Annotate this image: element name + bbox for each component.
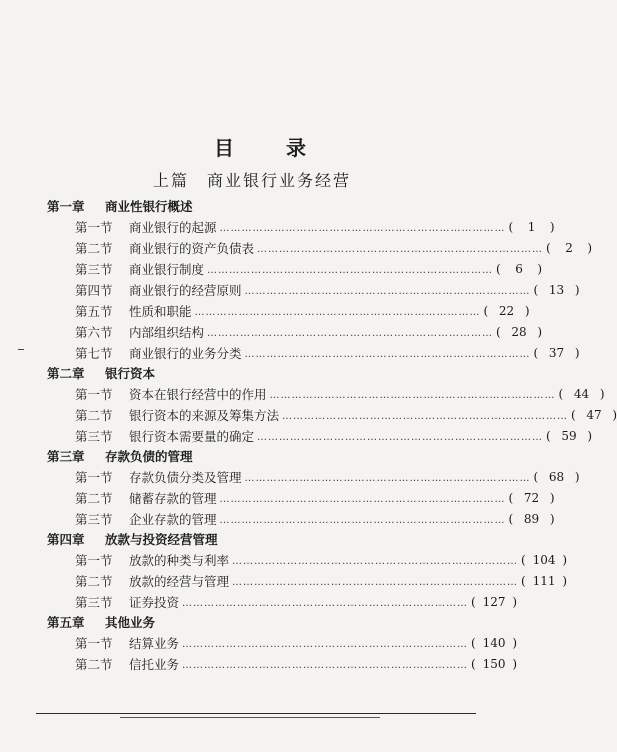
section-number: 第三节 — [75, 594, 113, 610]
section-number: 第一节 — [75, 635, 113, 651]
chapter-title: 放款与投资经营管理 — [105, 532, 218, 547]
section-number: 第一节 — [75, 469, 113, 485]
section-title: 商业银行的起源 — [129, 219, 217, 235]
paren-open: ( — [546, 240, 551, 255]
section-title: 存款负债分类及管理 — [129, 469, 242, 485]
page-reference — [546, 241, 592, 255]
chapter-number: 第一章 — [47, 199, 85, 214]
toc-entry[interactable] — [47, 487, 555, 508]
section-number: 第三节 — [75, 511, 113, 527]
dot-leader: …………………………………………………………………… — [257, 244, 544, 255]
page-title: 目 录 — [214, 136, 322, 160]
section-title: 结算业务 — [129, 635, 180, 651]
paren-close: ) — [512, 594, 518, 609]
page-number: 59 — [561, 428, 577, 443]
section-number: 第一节 — [75, 219, 113, 235]
page-number: 47 — [586, 407, 602, 422]
toc-entry[interactable] — [47, 508, 555, 529]
chapter-title: 银行资本 — [105, 366, 156, 381]
page-reference — [521, 574, 567, 588]
paren-close: ) — [562, 573, 568, 588]
page-number: 37 — [548, 345, 565, 360]
section-title: 储蓄存款的管理 — [129, 490, 217, 506]
page-reference — [471, 595, 517, 609]
section-number: 第三节 — [75, 261, 113, 277]
page-reference — [509, 220, 555, 234]
paren-open: ( — [533, 345, 539, 360]
toc-entry[interactable] — [47, 570, 568, 591]
section-title: 证券投资 — [129, 594, 180, 610]
section-title: 信托业务 — [129, 656, 180, 672]
dot-leader: …………………………………………………………………… — [232, 556, 519, 567]
page-reference — [521, 553, 567, 567]
page-number: 127 — [482, 594, 506, 609]
page-reference — [484, 304, 530, 318]
page-number: 111 — [532, 573, 556, 588]
section-title: 商业银行的业务分类 — [129, 345, 242, 361]
bottom-rule — [36, 713, 476, 714]
chapter-title: 商业性银行概述 — [105, 199, 193, 214]
paren-open: ( — [471, 594, 476, 609]
section-number: 第二节 — [75, 573, 113, 589]
section-title: 放款的经营与管理 — [129, 573, 230, 589]
toc-entry[interactable] — [47, 258, 543, 279]
dot-leader: …………………………………………………………………… — [244, 349, 531, 360]
section-number: 第五节 — [75, 303, 113, 319]
section-title: 银行资本的来源及筹集方法 — [129, 407, 280, 423]
toc-entry[interactable] — [47, 466, 580, 487]
paren-close: ) — [574, 469, 580, 484]
toc-entry[interactable] — [47, 216, 555, 237]
toc-entry[interactable] — [47, 632, 518, 653]
page-number: 44 — [573, 386, 590, 401]
paren-close: ) — [549, 490, 555, 505]
paren-open: ( — [533, 469, 539, 484]
bottom-rule-secondary — [120, 717, 380, 718]
page-reference — [534, 470, 580, 484]
paren-close: ) — [549, 511, 555, 526]
dot-leader: …………………………………………………………………… — [182, 598, 469, 609]
chapter-heading — [47, 196, 427, 216]
dot-leader: …………………………………………………………………… — [182, 639, 469, 650]
page-number: 6 — [515, 261, 523, 276]
section-number: 第二节 — [75, 656, 113, 672]
paren-close: ) — [574, 345, 580, 360]
section-title: 商业银行的资产负债表 — [129, 240, 255, 256]
dot-leader: …………………………………………………………………… — [244, 286, 531, 297]
part-heading: 上篇 商业银行业务经营 — [152, 171, 351, 190]
toc-entry[interactable] — [47, 279, 580, 300]
paren-close: ) — [587, 428, 593, 443]
page-reference — [509, 491, 555, 505]
paren-close: ) — [537, 324, 543, 339]
toc-entry[interactable] — [47, 321, 543, 342]
dot-leader: …………………………………………………………………… — [194, 307, 481, 318]
chapter-title: 存款负债的管理 — [105, 449, 193, 464]
paren-open: ( — [496, 261, 501, 276]
page-number: 28 — [511, 324, 527, 339]
paren-open: ( — [508, 219, 514, 234]
chapter-number: 第四章 — [47, 532, 85, 547]
margin-mark — [18, 349, 24, 350]
paren-close: ) — [587, 240, 593, 255]
section-title: 内部组织结构 — [129, 324, 205, 340]
paren-open: ( — [471, 635, 476, 650]
page-reference — [471, 636, 517, 650]
page-number: 22 — [498, 303, 515, 318]
dot-leader: …………………………………………………………………… — [219, 223, 506, 234]
dot-leader: …………………………………………………………………… — [232, 577, 519, 588]
paren-open: ( — [508, 490, 514, 505]
chapter-title: 其他业务 — [105, 615, 156, 630]
page-reference — [496, 262, 542, 276]
paren-open: ( — [521, 552, 526, 567]
paren-close: ) — [562, 552, 568, 567]
section-number: 第三节 — [75, 428, 113, 444]
dot-leader: …………………………………………………………………… — [282, 411, 569, 422]
dot-leader: …………………………………………………………………… — [207, 265, 494, 276]
paren-close: ) — [512, 656, 518, 671]
paren-close: ) — [524, 303, 530, 318]
toc-entry[interactable] — [47, 300, 530, 321]
page-reference — [559, 387, 605, 401]
dot-leader: …………………………………………………………………… — [244, 473, 531, 484]
dot-leader: …………………………………………………………………… — [219, 515, 506, 526]
dot-leader: …………………………………………………………………… — [182, 660, 469, 671]
dot-leader: …………………………………………………………………… — [269, 390, 556, 401]
toc-entry[interactable] — [47, 549, 568, 570]
page-reference — [571, 408, 617, 422]
section-number: 第六节 — [75, 324, 113, 340]
page-number: 72 — [523, 490, 540, 505]
chapter-heading — [47, 446, 427, 466]
page-number: 68 — [548, 469, 565, 484]
page-reference — [534, 346, 580, 360]
dot-leader: …………………………………………………………………… — [219, 494, 506, 505]
paren-open: ( — [546, 428, 551, 443]
paren-close: ) — [612, 407, 617, 422]
page-number: 2 — [565, 240, 573, 255]
paren-close: ) — [512, 635, 518, 650]
chapter-number: 第五章 — [47, 615, 85, 630]
toc-entry[interactable] — [47, 653, 518, 674]
paren-open: ( — [521, 573, 526, 588]
paren-open: ( — [571, 407, 576, 422]
paren-open: ( — [558, 386, 564, 401]
section-number: 第二节 — [75, 490, 113, 506]
toc-entry[interactable] — [47, 342, 580, 363]
section-number: 第七节 — [75, 345, 113, 361]
section-number: 第一节 — [75, 386, 113, 402]
dot-leader: …………………………………………………………………… — [257, 432, 544, 443]
paren-open: ( — [496, 324, 501, 339]
paren-open: ( — [533, 282, 539, 297]
section-number: 第四节 — [75, 282, 113, 298]
section-number: 第二节 — [75, 407, 113, 423]
section-title: 资本在银行经营中的作用 — [129, 386, 267, 402]
dot-leader: …………………………………………………………………… — [207, 328, 494, 339]
section-title: 商业银行的经营原则 — [129, 282, 242, 298]
toc-entry[interactable] — [47, 425, 593, 446]
page-reference — [509, 512, 555, 526]
page-number: 13 — [548, 282, 565, 297]
paren-close: ) — [537, 261, 543, 276]
toc-entry[interactable] — [47, 383, 605, 404]
table-of-contents — [47, 196, 617, 674]
chapter-heading — [47, 612, 427, 632]
page-reference — [546, 429, 592, 443]
paren-close: ) — [599, 386, 605, 401]
toc-entry[interactable] — [47, 237, 593, 258]
paren-open: ( — [483, 303, 489, 318]
chapter-heading — [47, 363, 427, 383]
chapter-number: 第二章 — [47, 366, 85, 381]
toc-entry[interactable] — [47, 591, 518, 612]
page-number: 1 — [527, 219, 536, 234]
paren-open: ( — [508, 511, 514, 526]
chapter-heading — [47, 529, 427, 549]
paren-close: ) — [574, 282, 580, 297]
section-title: 性质和职能 — [129, 303, 192, 319]
toc-entry[interactable] — [47, 404, 617, 425]
section-title: 银行资本需要量的确定 — [129, 428, 255, 444]
page-reference — [534, 283, 580, 297]
paren-close: ) — [549, 219, 555, 234]
page-number: 89 — [523, 511, 540, 526]
page-reference — [496, 325, 542, 339]
section-title: 放款的种类与利率 — [129, 552, 230, 568]
section-number: 第二节 — [75, 240, 113, 256]
page-reference — [471, 657, 517, 671]
chapter-number: 第三章 — [47, 449, 85, 464]
page-number: 140 — [482, 635, 506, 650]
section-number: 第一节 — [75, 552, 113, 568]
section-title: 商业银行制度 — [129, 261, 205, 277]
page-number: 104 — [532, 552, 556, 567]
section-title: 企业存款的管理 — [129, 511, 217, 527]
page-number: 150 — [482, 656, 506, 671]
paren-open: ( — [471, 656, 476, 671]
